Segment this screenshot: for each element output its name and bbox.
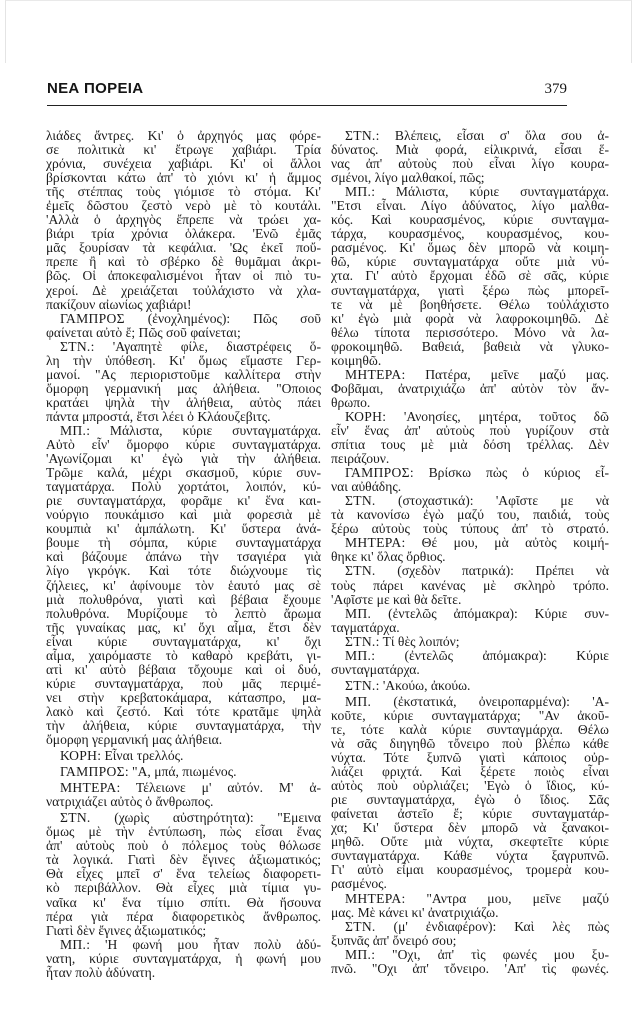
speaker-name: ΜΗΤΕΡΑ [60, 780, 117, 796]
line-text: : Θέ μου, μὰ αὐτὸς κοιμή- [401, 535, 609, 551]
text-line [331, 709, 609, 723]
line-text: : Πατέρα, μεῖνε μαζύ μας. [401, 366, 609, 382]
line-text: λίγο γκρόγκ. Καὶ τότε διώχνουμε τὶς [46, 563, 321, 579]
text-line [46, 966, 321, 980]
text-line [331, 312, 609, 326]
text-line [46, 705, 321, 719]
line-text: (στοχαστικά): 'Αφῖστε με νὰ [375, 493, 609, 509]
line-text: : (ἐντελῶς ἀπόμακρα): Κύριε [371, 647, 609, 663]
line-text: : Μάλιστα, κύριε συνταγματάρχα. [86, 422, 321, 438]
line-text: : "Α, μπά, πιωμένος. [124, 764, 237, 780]
text-line [46, 607, 321, 621]
speaker-name: ΓΑΜΠΡΟΣ [60, 310, 125, 326]
speaker-name: ΣΤΝ. [345, 128, 376, 143]
text-line [46, 649, 321, 663]
line-text: (χωρὶς αὐστηρότητα): "Εμεινα [90, 810, 321, 826]
speaker-name: ΜΠ. [345, 946, 372, 962]
text-line [331, 765, 609, 779]
text-line [46, 255, 321, 269]
line-text: χρόνια, συνέχεια χαβιάρι. Κι' οἱ ἄλλοι [46, 156, 321, 172]
line-text: εἶν' ἕνας ἀπ' αὐτοὺς ποὺ γυρίζουν στὰ [331, 422, 609, 438]
line-text: καὶ βάζουμε ἀπάνω τὴν τσαγιέρα γιὰ [46, 549, 321, 565]
line-text: "Ετσι εἶναι. Λίγο ἀδύνατος, λίγο μαλθα- [331, 198, 609, 214]
speaker-name: ΜΗΤΕΡΑ [345, 366, 402, 382]
line-text: ριε συνταγματάρχα, φορᾶμε κι' ἕνα και- [46, 493, 321, 509]
text-line [46, 466, 321, 480]
text-line [46, 298, 321, 312]
text-line [46, 438, 321, 452]
speaker-name: ΣΤΝ. [345, 563, 376, 579]
line-text: νει στὴν κρεβατοκάμαρα, κάτασπρο, μα- [46, 689, 321, 705]
line-text: λιάζει φριχτά. Καὶ ξέρετε ποιὸς εἶναι [331, 764, 609, 780]
text-line [46, 410, 321, 424]
speaker-line [331, 679, 609, 693]
line-text: μᾶς ξουρίσαν τὰ κεφάλια. 'Ως ἐκεῖ ποὔ- [46, 240, 321, 256]
text-line [46, 691, 321, 705]
speaker-line [46, 938, 321, 952]
speaker-name: ΜΗΤΕΡΑ [345, 535, 402, 551]
line-text: ὄμορφη γερμανική μας ἀλήθεια. "Οποιος [46, 380, 321, 396]
text-line [46, 494, 321, 508]
line-text: : 'Η φωνή μου ἦταν πολὺ ἀδύ- [86, 936, 321, 952]
text-line [331, 737, 609, 751]
text-line [331, 863, 609, 877]
line-text: πρεπε ἢ καὶ τὸ σβέρκο δὲ θυμᾶμαι ἀκρι- [46, 254, 321, 270]
line-text: : 'Ακούω, ἀκούω. [375, 677, 471, 693]
text-line [46, 719, 321, 733]
line-text: βουμε τὴ σόμπα, κύριε συνταγματάρχα [46, 535, 321, 551]
speaker-line [46, 424, 321, 438]
line-text: κοῦτε, κύριε συνταγματάρχα; "Αν ἀκοῦ- [331, 707, 609, 723]
speaker-name: ΜΠ. [60, 422, 87, 438]
speaker-line [331, 564, 609, 578]
text-line [331, 807, 609, 821]
speaker-line [331, 948, 609, 962]
text-line [331, 508, 609, 522]
line-text: νὰ σᾶς διηγηθῶ τὄνειρο ποὺ βλέπω κάθε [331, 736, 609, 752]
speaker-name: ΜΠ. [345, 693, 372, 709]
line-text: δύνατος. Μιὰ φορά, εἰλικρινά, εἶσαι ἕ- [331, 142, 609, 158]
line-text: πειράζουν. [331, 451, 390, 467]
speaker-name: ΜΗΤΕΡΑ [345, 890, 402, 906]
line-text: πνῶ. "Οχι ἀπ' τὄνειρο. 'Απ' τὶς φωνές. [331, 960, 609, 976]
line-text: κι' ἐγὼ μιὰ φορὰ νὰ λαφροκοιμηθῶ. Δὲ [331, 310, 609, 326]
text-line [46, 396, 321, 410]
speaker-name: ΣΤΝ. [345, 493, 376, 509]
line-text: λιάδες ἄντρες. Κι' ὁ ἀρχηγός μας φόρε- [46, 128, 321, 143]
text-line [331, 593, 609, 607]
text-line [331, 438, 609, 452]
line-text: ναῖκα κι' ἕνα τίμιο σπίτι. Θὰ ἤσουνα [46, 894, 321, 910]
line-text: ἐμεῖς δῶστου ζεστὸ νερὸ μὲ τὸ κουτάλι. [46, 198, 321, 214]
line-text: σμένοι, λίγο μαλθακοί, πῶς; [331, 170, 485, 186]
text-line [331, 452, 609, 466]
line-text: Φοβᾶμαι, ἀνατριχιάζω ἀπ' αὐτὸν τὸν ἄν- [331, 380, 609, 396]
text-line [46, 522, 321, 536]
text-line [46, 157, 321, 171]
line-text: συνταγματάρχα. Κάθε νύχτα ξαγρυπνῶ. [331, 848, 609, 864]
line-text: κοιμηθῶ. [331, 352, 382, 368]
line-text: αἷμα, χαιρόμαστε τὸ καθαρὸ κρεβάτι, γι- [46, 647, 321, 663]
text-line [331, 227, 609, 241]
text-line [331, 663, 609, 677]
text-line [331, 157, 609, 171]
line-text: : 'Ανοησίες, μητέρα, τοῦτος δῶ [382, 408, 609, 424]
text-line [331, 284, 609, 298]
line-text: : "Οχι, ἀπ' τὶς φωνές μου ξυ- [371, 946, 609, 962]
line-text: ατὶ κι' αὐτὸ βέβαια τὄχουμε καὶ οἱ δυό, [46, 661, 321, 677]
speaker-name: ΜΠ. [345, 184, 372, 200]
right-column [331, 129, 609, 976]
text-line [331, 171, 609, 185]
line-text: τε νὰ μὲ βοηθήσετε. Θέλω τοὐλάχιστο [331, 296, 609, 312]
text-line [46, 143, 321, 157]
line-text: : Βλέπεις, εἶσαι σ' ὅλα σου ἀ- [375, 128, 609, 143]
text-line [331, 269, 609, 283]
text-line [331, 793, 609, 807]
text-line [46, 185, 321, 199]
speaker-name: ΜΠ. [60, 936, 87, 952]
line-text: πολυθρόνα. Μυρίζουμε τὸ λεπτὸ ἄρωμα [46, 605, 321, 621]
text-line [46, 354, 321, 368]
line-text: πέρα γιὰ πέρα διαφορετικὸς ἄνθρωπος. [46, 908, 321, 924]
speaker-name: ΜΠ. [345, 605, 372, 621]
line-text: σπίτια τους μὲ μιὰ δόση τρέλλας. Δὲν [331, 437, 609, 453]
line-text: Γιατὶ δὲν ἔγινες ἀξιωματικός; [46, 922, 207, 938]
text-line [46, 881, 321, 895]
text-line [46, 284, 321, 298]
line-text: θηκε κι' ὅλας ὄρθιος. [331, 549, 446, 565]
line-text: (ἐκστατικά, ὀνειροπαρμένα): 'Α- [371, 693, 609, 709]
text-line [331, 934, 609, 948]
line-text: κὸ περιβάλλον. Θὰ εἶχες μιὰ τίμια γυ- [46, 880, 321, 896]
line-text: αὐτὸς ποὺ οὐρλιάζει; 'Εγὼ ὁ ἴδιος, κύ- [331, 778, 609, 794]
text-line [331, 835, 609, 849]
text-line [46, 952, 321, 966]
line-text: ἀπ' αὐτοὺς ποὺ ὁ πόλεμος τοὺς θόλωσε [46, 838, 321, 854]
speaker-line [331, 410, 609, 424]
line-text: φαίνεται ἀστεῖο ἔ; κύριε συνταγματάρ- [331, 806, 609, 822]
speaker-line [46, 781, 321, 795]
line-text: λη τὴν ὑπόθεση. Κι' ὅμως εἴμαστε Γερ- [46, 352, 321, 368]
speaker-line [331, 635, 609, 649]
line-text: συνταγματάρχα. [331, 661, 420, 677]
speaker-line [331, 920, 609, 934]
text-line [46, 508, 321, 522]
speaker-name: ΓΑΜΠΡΟΣ [345, 465, 410, 481]
text-line [331, 962, 609, 976]
speaker-name: ΣΤΝ. [60, 810, 91, 826]
text-line [331, 621, 609, 635]
text-line [46, 213, 321, 227]
line-text: τὴν ἀλήθεια, κύριε συνταγματάρχα, τὴν [46, 717, 321, 733]
speaker-line [46, 811, 321, 825]
journal-title: ΝΕΑ ΠΟΡΕΙΑ [47, 80, 144, 97]
line-text: φαίνεται αὐτὸ ἔ; Πῶς σοῦ φαίνεται; [46, 324, 241, 340]
line-text: βιάρι τρία χρόνια ὁλάκερα. 'Ενῶ ἐμᾶς [46, 226, 321, 242]
line-text: ταγματάρχα. Πολὺ χορτάτοι, λοιπόν, κύ- [46, 479, 321, 495]
speaker-name: ΣΤΝ. [60, 338, 91, 354]
line-text: (μ' ἐνδιαφέρον): Καὶ λὲς πὼς [375, 918, 609, 934]
text-line [46, 452, 321, 466]
text-line [331, 779, 609, 793]
line-text: ξυπνᾶς ἀπ' ὄνειρό σου; [331, 932, 457, 948]
text-line [46, 910, 321, 924]
line-text: κρατάει ψηλὰ τὴν ἀλήθεια, αὐτὸς πάει [46, 394, 321, 410]
page-edge [5, 0, 632, 63]
speaker-line [331, 185, 609, 199]
text-line [46, 326, 321, 340]
line-text: ναι αὐθάδης. [331, 479, 402, 495]
line-text: ὄμορφη γερμανική μας ἀλήθεια. [46, 732, 223, 748]
text-line [331, 255, 609, 269]
line-text: πάντα μπροστά, ἔτσι λέει ὁ Κλάουζεβιτς. [46, 408, 271, 424]
line-text: : Εἶναι τρελλός. [97, 748, 184, 764]
speaker-name: ΚΟΡΗ [60, 748, 98, 764]
speaker-name: ΚΟΡΗ [345, 408, 383, 424]
text-line [46, 241, 321, 255]
line-text: εἶναι κύριε συνταγματάρχα, κι' ὄχι [46, 633, 321, 649]
line-text: νατριχιάζει αὐτὸς ὁ ἄνθρωπος. [46, 794, 214, 810]
line-text: (ἐνοχλημένος): Πῶς σοῦ [124, 310, 321, 326]
text-line [46, 924, 321, 938]
text-line [331, 877, 609, 891]
text-line [331, 298, 609, 312]
line-text: 'Αλλὰ ὁ ἀρχηγὸς ἔπρεπε νὰ τρώει χα- [46, 212, 321, 228]
text-line [46, 867, 321, 881]
text-line [331, 522, 609, 536]
speaker-line [331, 129, 609, 143]
line-text: θρωπο. [331, 394, 371, 410]
line-text: νούργιο πουκάμισο καὶ μιὰ φορεσιὰ μὲ [46, 507, 321, 523]
text-line [46, 795, 321, 809]
speaker-name: ΣΤΝ. [345, 677, 376, 693]
text-line [331, 213, 609, 227]
line-text: λακὸ καὶ ζεστό. Καὶ τότε κρατᾶμε ψηλὰ [46, 703, 321, 719]
line-text: νύχτα. Τότε ξυπνῶ γιατὶ κάποιος οὐρ- [331, 750, 609, 766]
text-line [331, 480, 609, 494]
line-text: σε πολιτικὰ κι' ἔτρωγε χαβιάρι. Τρία [46, 142, 321, 158]
line-text: μας. Μὲ κάνει κι' ἀνατριχιάζω. [331, 904, 499, 920]
speaker-line [46, 340, 321, 354]
text-line [331, 241, 609, 255]
text-line [331, 340, 609, 354]
line-text: ριε συνταγματάρχα, ἐγὼ ὁ ἴδιος. Σᾶς [331, 792, 609, 808]
speaker-line [46, 312, 321, 326]
line-text: (ἐντελῶς ἀπόμακρα): Κύριε συν- [371, 605, 609, 621]
line-text: τὰ λογικά. Γιατὶ δὲν ἔγινες ἀξιωματικός; [46, 852, 321, 868]
line-text: 'Αγωνίζομαι κι' ἐγὼ γιὰ τὴν ἀλήθεια. [46, 451, 321, 467]
line-text: (σχεδὸν πατρικά): Πρέπει νὰ [375, 563, 609, 579]
line-text: 'Αφῖστε με καὶ θὰ δεῖτε. [331, 591, 462, 607]
speaker-line [331, 892, 609, 906]
line-text: πακίζουν αἰωνίως χαβιάρι! [46, 296, 192, 312]
text-line [46, 269, 321, 283]
text-line [46, 564, 321, 578]
text-line [331, 751, 609, 765]
speaker-line [331, 494, 609, 508]
line-text: κός. Καὶ κουρασμένος, κύριε συνταγμα- [331, 212, 609, 228]
speaker-name: ΓΑΜΠΡΟΣ [60, 764, 125, 780]
text-line [46, 593, 321, 607]
line-text: θῶ, κύριε συνταγματάρχα οὔτε μιὰ νύ- [331, 254, 609, 270]
text-line [46, 663, 321, 677]
line-text: τάρχα, κουρασμένος, κουρασμένος, κου- [331, 226, 609, 242]
line-text: Θὰ εἶχες μπεῖ σ' ἕνα τελείως διαφορετι- [46, 866, 321, 882]
text-line [46, 896, 321, 910]
line-text: τοὺς πάρει κανένας μὲ σκληρὸ τρόπο. [331, 577, 609, 593]
line-text: μιὰ πολυθρόνα, γιατὶ καὶ βέβαια ἔχουμε [46, 591, 321, 607]
line-text: ξέρω αὐτοὺς τοὺς τύπους ἀπ' τὸ στρατό. [331, 521, 609, 537]
line-text: μανοί. "Ας περιοριστοῦμε καλλίτερα στὴν [46, 366, 321, 382]
line-text: μηθῶ. Οὔτε μιὰ νύχτα, σκεφτεῖτε κύριε [331, 834, 609, 850]
line-text: τῆς γυναίκας μας, κι' ὄχι αἷμα, ἔτσι δὲν [46, 619, 321, 635]
line-text: Αὐτὸ εἶν' ὄμορφο κύριε συνταγματάρχα. [46, 437, 321, 453]
line-text: ὅμως μὲ τὴν ἐντύπωση, πὼς εἶσαι ἕνας [46, 824, 321, 840]
line-text: : "Αντρα μου, μεῖνε μαζύ [401, 890, 609, 906]
text-line [46, 579, 321, 593]
line-text: : Τί θὲς λοιπόν; [375, 633, 460, 649]
text-line [331, 723, 609, 737]
speaker-line [331, 649, 609, 663]
line-text: βρίσκονται κάτω ἀπ' τὸ χιόνι κι' ἡ ἄμμος [46, 170, 321, 186]
line-text: συνταγματάρχα, γιατὶ ξέρω πὼς μπορεῖ- [331, 282, 609, 298]
text-line [331, 550, 609, 564]
text-line [331, 906, 609, 920]
running-head [47, 80, 567, 104]
text-line [331, 579, 609, 593]
text-line [46, 536, 321, 550]
text-line [46, 199, 321, 213]
speaker-line [331, 607, 609, 621]
speaker-line [331, 368, 609, 382]
text-line [331, 382, 609, 396]
text-line [46, 839, 321, 853]
line-text: Τρῶμε καλά, μέχρι σκασμοῦ, κύριε συν- [46, 465, 321, 481]
line-text: : Βρίσκω πὼς ὁ κύριος εἶ- [409, 465, 609, 481]
text-line [46, 677, 321, 691]
line-text: : 'Αγαπητὲ φίλε, διαστρέφεις ὅ- [90, 338, 321, 354]
line-text: ἦταν πολὺ ἀδύνατη. [46, 964, 156, 980]
text-line [46, 227, 321, 241]
text-line [46, 368, 321, 382]
line-text: κουμπιὰ κι' ἀμπάλωτη. Κι' ὕστερα ἀνά- [46, 521, 321, 537]
line-text: : Μάλιστα, κύριε συνταγματάρχα. [371, 184, 609, 200]
line-text: νας ἀπ' αὐτοὺς ποὺ εἶναι λίγο κουρα- [331, 156, 609, 172]
text-line [46, 635, 321, 649]
text-line [46, 480, 321, 494]
line-text: χα; Κι' ὕστερα δὲν μπορῶ νὰ ξανακοι- [331, 820, 609, 836]
line-text: τε, τότε καλὰ κύριε συνταγμάρχα. Θέλω [331, 721, 609, 737]
line-text: χεροί. Δὲ χρειάζεται τοὐλάχιστο νὰ χλα- [46, 282, 321, 298]
line-text: νατη, κύριε συνταγματάρχα, ἡ φωνή μου [46, 950, 321, 966]
speaker-line [331, 536, 609, 550]
line-text: ζήλειες, κι' ἀφίνουμε τὸν ἑαυτό μας σὲ [46, 577, 321, 593]
text-line [46, 825, 321, 839]
line-text: τὰ κανονίσω ἐγὼ μαζύ του, παιδιά, τοὺς [331, 507, 609, 523]
text-line [331, 354, 609, 368]
page-number: 379 [544, 81, 567, 97]
line-text: : Τέλειωνε μ' αὐτόν. Μ' ἀ- [116, 780, 321, 796]
speaker-line [46, 765, 321, 779]
line-text: ρασμένος. Κι' ὅμως δὲν μπορῶ νὰ κοιμη- [331, 240, 609, 256]
line-text: βῶς. Οἱ ἀποκεφαλισμένοι ἦταν οἱ πιὸ τυ- [46, 268, 321, 284]
text-line [46, 129, 321, 143]
line-text: χτα. Γι' αὐτὸ ἔρχομαι ἐδῶ σὲ σᾶς, κύριε [331, 268, 609, 284]
text-line [331, 849, 609, 863]
speaker-line [331, 695, 609, 709]
header-rule [47, 105, 567, 106]
text-line [331, 424, 609, 438]
text-line [331, 143, 609, 157]
line-text: ρασμένος. [331, 876, 387, 892]
text-line [46, 621, 321, 635]
speaker-name: ΣΤΝ. [345, 633, 376, 649]
text-line [46, 550, 321, 564]
text-line [46, 853, 321, 867]
speaker-name: ΣΤΝ. [345, 918, 376, 934]
text-line [331, 326, 609, 340]
line-text: Γι' αὐτὸ εἶμαι κουρασμένος, τρομερὰ κου- [331, 862, 609, 878]
text-line [46, 171, 321, 185]
line-text: θέλω τίποτα περισσότερο. Μόνο νὰ λα- [331, 324, 609, 340]
line-text: κύριε συνταγματάρχα, ποὺ μᾶς περιμέ- [46, 675, 321, 691]
speaker-name: ΜΠ. [345, 647, 372, 663]
text-line [46, 733, 321, 747]
line-text: ταγματάρχα. [331, 619, 400, 635]
text-line [331, 821, 609, 835]
text-line [46, 382, 321, 396]
text-line [331, 396, 609, 410]
left-column [46, 129, 321, 980]
line-text: τῆς στέππας τοὺς γιόμισε τὸ στόμα. Κι' [46, 184, 321, 200]
text-line [331, 199, 609, 213]
speaker-line [331, 466, 609, 480]
line-text: φροκοιμηθῶ. Βαθειά, βαθειὰ νὰ γλυκο- [331, 338, 609, 354]
speaker-line [46, 749, 321, 763]
